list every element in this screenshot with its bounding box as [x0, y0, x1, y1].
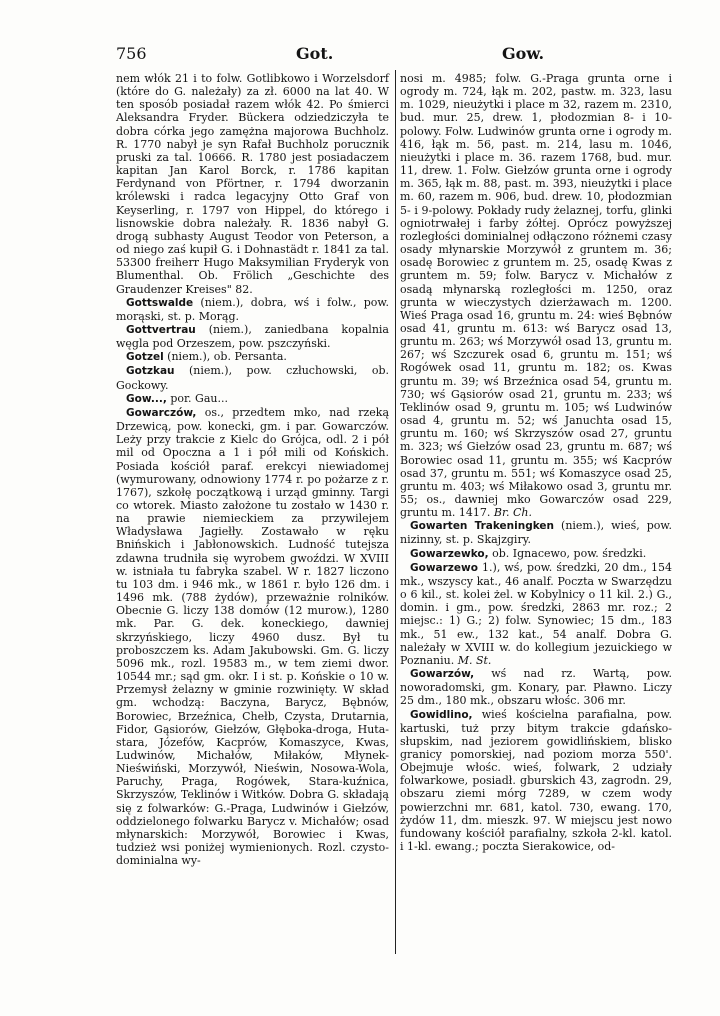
entry-paragraph	[116, 364, 389, 391]
entry-text: ob. Ignacewo, pow. średzki.	[488, 546, 647, 560]
left-column	[116, 72, 389, 867]
entry-headword: Gottvertrau	[126, 323, 196, 336]
entry-paragraph	[116, 406, 389, 867]
entry-text: (niem.), wieś, pow. nizinny, st. p. Skajzgiry.	[400, 519, 672, 547]
entry-paragraph	[116, 392, 389, 406]
column-divider	[395, 70, 396, 954]
entry-headword: Gowidlino,	[410, 708, 473, 721]
entry-headword: Gowarzewo	[410, 561, 478, 574]
entry-headword: Gowarzów,	[410, 668, 475, 681]
entry-paragraph	[116, 323, 389, 350]
entry-paragraph	[400, 519, 672, 546]
entry-paragraph	[400, 561, 672, 667]
entry-text: nosi m. 4985; folw. G.-Praga grunta orne i ogrody m. 724, łąk m. 202, pastw. m. 323, lasu m. 1029, nieużytki i place m 32, razem m. 2310, bud. mur. 25, drew. 1, płodozmian 8- i 10-polowy. Folw. Ludwinów grunta orne i ogrody m. 416, łąk m. 56, past. m. 214, lasu m. 1046, nieużytki i place m. 36. razem 1768, bud. mur. 11, drew. 1. Folw. Giełzów grunta orne i ogrody m. 365, łąk m. 88, past. m. 393, nieużytki i place m. 60, razem m. 906, bud. drew. 10, płodozmian 5- i 9-polowy. Pokłady rudy żelaznej, torfu, glinki ogniotrwałej i farby żółtej. Oprócz powyższej rozległości dominialnej odłączono różnemi czasy osady młynarskie Morzywół z gruntem m. 36; osadę Borowiec z gruntem m. 25, osadę Kwas z gruntem m. 59; folw. Barycz v. Michałów z osadą młynarską rozległości m. 1250, oraz grunta w wieczystych dzierżawach m. 1200. Wieś Praga osad 16, gruntu m. 24: wieś Bębnów osad 41, gruntu m. 613: wś Barycz osad 13, gruntu m. 263; wś Morzywół osad 13, gruntu m. 267; wś Szczurek osad 6, gruntu m. 151; wś Rogówek osad 11, gruntu m. 182; os. Kwas gruntu m. 39; wś Brzeźnica osad 54, gruntu m. 730; wś Gąsiorów osad 21, gruntu m. 233; wś Teklinów osad 9, gruntu m. 105; wś Ludwinów osad 4, gruntu m. 52; wś Januchta osad 15, gruntu m. 160; wś Skrzyszów osad 27, gruntu m. 323; wś Giełzów osad 23, gruntu m. 687; wś Borowiec osad 11, gruntu m. 355; wś Kacprów osad 37, gruntu m. 551; wś Komaszyce osad 25, gruntu m. 403; wś Miłakowo osad 3, gruntu mr. 55; os., dawniej mko Gowarczów osad 229, gruntu m. 1417.	[400, 72, 672, 520]
entry-text: (niem.), zaniedbana kopalnia węgla pod Orzeszem, pow. pszczyński.	[116, 322, 389, 351]
entry-headword: Gottswalde	[126, 296, 194, 309]
entry-paragraph	[400, 547, 672, 561]
right-column	[400, 72, 672, 853]
entry-text: (niem.), pow. człuchowski, ob. Gockowy.	[116, 364, 389, 392]
author-signature: M. St.	[457, 653, 492, 667]
entry-text: 1.), wś, pow. średzki, 20 dm., 154 mk., wszyscy kat., 46 analf. Poczta w Swarzędzu o 6 kil., st. kolei żel. w Kobylnicy o 11 kil. 2.) G., domin. i gm., pow. średzki, 2863 mr. roz.; 2 miejsc.: 1) G.; 2) folw. Synowiec; 15 dm., 183 mk., 51 ew., 132 kat., 54 analf. Dobra G. należały w XVIII w. do kollegium jezuickiego w Poznaniu.	[400, 560, 672, 667]
running-head-right: Gow.	[502, 44, 545, 63]
entry-text: nem włók 21 i to folw. Gotlibkowo i Worzelsdorf (które do G. należały) za zł. 6000 na lat 40. W ten sposób posiadał razem włók 42. Po śmierci Aleksandra Fryder. Bückera odziedziczyła te dobra córka jego zamężna majorowa Buchholz. R. 1770 nabył je syn Rafał Buchholz porucznik pruski za tal. 10666. R. 1780 jest posiadaczem kapitan Jan Karol Borck, r. 1786 kapitan Ferdynand von Pförtner, r. 1794 dworzanin królewski i radca legacyjny Otto Graf von Keyserling, r. 1797 von Hippel, do którego i lisnowskie dobra należały. R. 1836 nabył G. drogą subhasty August Teodor von Peterson, a od niego zaś kupił G. i Dohnastädt r. 1841 za tal. 53300 freiherr Hugo Maksymilian Fryderyk von Blumenthal. Ob. Frölich „Geschichte des Graudenzer Kreises" 82.	[116, 72, 389, 296]
running-head-left: Got.	[296, 44, 334, 63]
entry-headword: Gowarzewko,	[410, 547, 489, 560]
entry-paragraph	[400, 708, 672, 854]
entry-paragraph	[116, 350, 389, 364]
entry-paragraph	[400, 72, 672, 519]
entry-paragraph	[116, 72, 389, 296]
entry-paragraph	[116, 296, 389, 323]
entry-text: (niem.), ob. Persanta.	[163, 350, 287, 364]
entry-paragraph	[400, 667, 672, 707]
page-number: 756	[116, 44, 147, 63]
entry-text: wś nad rz. Wartą, pow. noworadomski, gm. Konary, par. Pławno. Liczy 25 dm., 180 mk., obszaru włośc. 306 mr.	[400, 667, 672, 708]
entry-headword: Gotzkau	[126, 365, 175, 378]
entry-text: por. Gau...	[166, 391, 228, 405]
entry-headword: Gotzel	[126, 351, 164, 364]
entry-headword: Gowarten Trakeningken	[410, 520, 555, 533]
page-header	[0, 44, 720, 68]
entry-headword: Gowarczów,	[126, 406, 197, 419]
author-signature: Br. Ch.	[493, 506, 533, 520]
entry-headword: Gow...,	[126, 392, 167, 405]
entry-text: os., przedtem mko, nad rzeką Drzewicą, pow. konecki, gm. i par. Gowarczów. Leży przy trakcie z Kielc do Grójca, odl. 2 i pół mil od Opoczna a 1 i pół mili od Końskich. Posiada kościół paraf. erekcyi niewiadomej (wymurowany, odnowiony 1774 r. po pożarze z r. 1767), szkołę początkową i urząd gminny. Targi co wtorek. Miasto założone tu zostało w 1430 r. na prawie niemieckiem za przywilejem Władysława Jagiełły. Zostawało w ręku Bnińskich i Jabłonowskich. Ludność tutejsza zdawna trudniła się wyrobem gwoździ. W XVIII w. istniała tu fabryka szabel. W r. 1827 liczono tu 103 dm. i 946 mk., w 1861 r. było 126 dm. i 1496 mk. (788 żydów), przeważnie rolników. Obecnie G. liczy 138 domów (12 murow.), 1280 mk. Par. G. dek. koneckiego, dawniej skrzyńskiego, liczy 4960 dusz. Był tu proboszczem ks. Adam Jakubowski. Gm. G. liczy 5096 mk., rozl. 19583 m., w tem ziemi dwor. 10544 mr.; sąd gm. okr. I i st. p. Końskie o 10 w. Przemysł żelazny w gminie rozwinięty. W skład gm. wchodzą: Baczyna, Barycz, Bębnów, Borowiec, Brzeźnica, Chełb, Czysta, Drutarnia, Fidor, Gąsiorów, Giełzów, Głęboka-droga, Huta-stara, Józefów, Kacprów, Komaszyce, Kwas, Ludwinów, Michałów, Miłaków, Młynek-Nieświński, Morzywół, Nieświn, Nosowa-Wola, Paruchy, Praga, Rogówek, Stara-kuźnica, Skrzyszów, Teklinów i Witków. Dobra G. składają się z folwarków: G.-Praga, Ludwinów i Giełzów, oddzielonego folwarku Barycz v. Michałów; osad młynarskich: Morzywół, Borowiec i Kwas, tudzież wsi poniżej wymienionych. Rozl. czysto-dominialna wy-	[116, 405, 389, 868]
entry-text: wieś kościelna parafialna, pow. kartuski, tuż przy bitym trakcie gdańsko-słupskim, nad jeziorem gowidlińskiem, blisko granicy pomorskiej, nad poziom morza 550'. Obejmuje włośc. wieś, folwark, 2 udziały folwarkowe, posiadł. gburskich 43, zagrodn. 29, obszaru ziemi mórg 7289, w czem wody powierzchni mr. 681, katol. 730, ewang. 170, żydów 11, dm. mieszk. 97. W miejscu jest nowo fundowany kościół parafialny, szkoła 2-kl. katol. i 1-kl. ewang.; poczta Sierakowice, od-	[400, 707, 672, 854]
entry-text: (niem.), dobra, wś i folw., pow. morąski, st. p. Morąg.	[116, 295, 389, 323]
